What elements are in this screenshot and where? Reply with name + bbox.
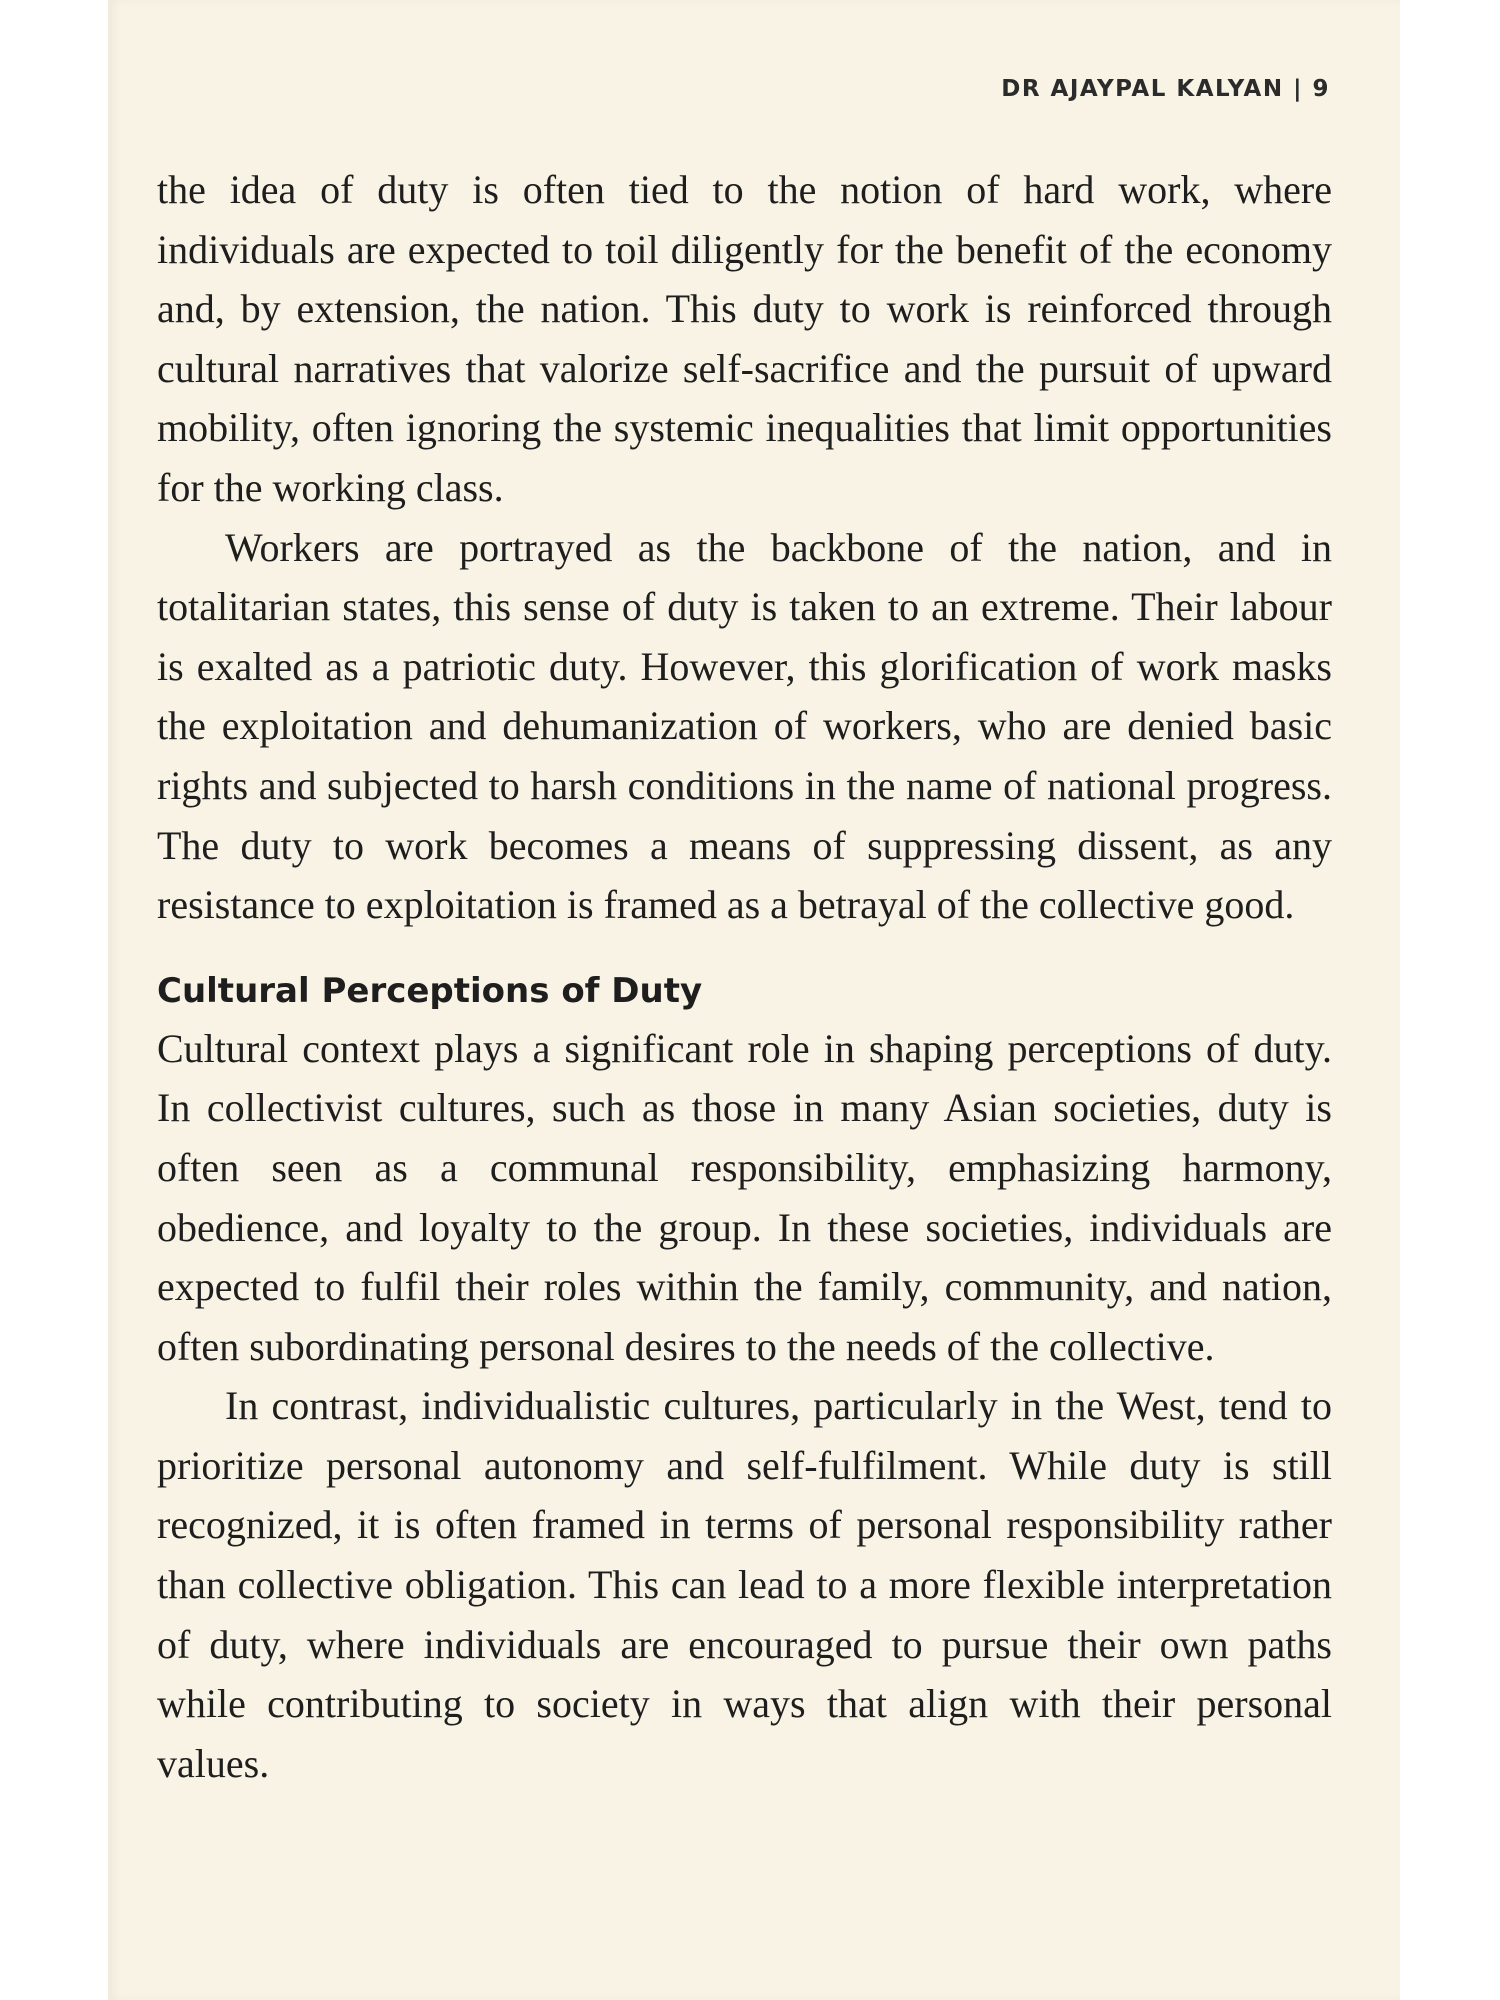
paragraph-1: the idea of duty is often tied to the notion of hard work, where individuals are expected to toil diligently for the benefit of the economy and, by extension, the nation. This duty to work is reinforced through cultural narratives that valorize self-sacrifice and the pursuit of upward mobility, often ignoring the systemic inequalities that limit opportunities for the working class. bbox=[157, 167, 1332, 510]
running-head: DR AJAYPAL KALYAN | 9 bbox=[1001, 76, 1330, 102]
body-text bbox=[157, 160, 1332, 1793]
book-page bbox=[108, 0, 1400, 2000]
paragraph-2: Workers are portrayed as the backbone of the nation, and in totalitarian states, this sense of duty is taken to an extreme. Their labour is exalted as a patriotic duty. However, this glorification of work masks the exploitation and dehumanization of workers, who are denied basic rights and subjected to harsh conditions in the name of national progress. The duty to work becomes a means of suppressing dissent, as any resistance to exploitation is framed as a betrayal of the collective good. bbox=[157, 524, 1332, 928]
section-paragraph-2: In contrast, individualistic cultures, particularly in the West, tend to prioritize personal autonomy and self-fulfilment. While duty is still recognized, it is often framed in terms of personal responsibility rather than collective obligation. This can lead to a more flexible interpretation of duty, where individuals are encouraged to pursue their own paths while contributing to society in ways that align with their personal values. bbox=[157, 1383, 1332, 1786]
section-paragraph-1: Cultural context plays a significant role in shaping perceptions of duty. In collectivist cultures, such as those in many Asian societies, duty is often seen as a communal responsibility, emphasizing harmony, obedience, and loyalty to the group. In these societies, individuals are expected to fulfil their roles within the family, community, and nation, often subordinating personal desires to the needs of the collective. bbox=[157, 1025, 1332, 1369]
section-heading: Cultural Perceptions of Duty bbox=[157, 970, 703, 1011]
